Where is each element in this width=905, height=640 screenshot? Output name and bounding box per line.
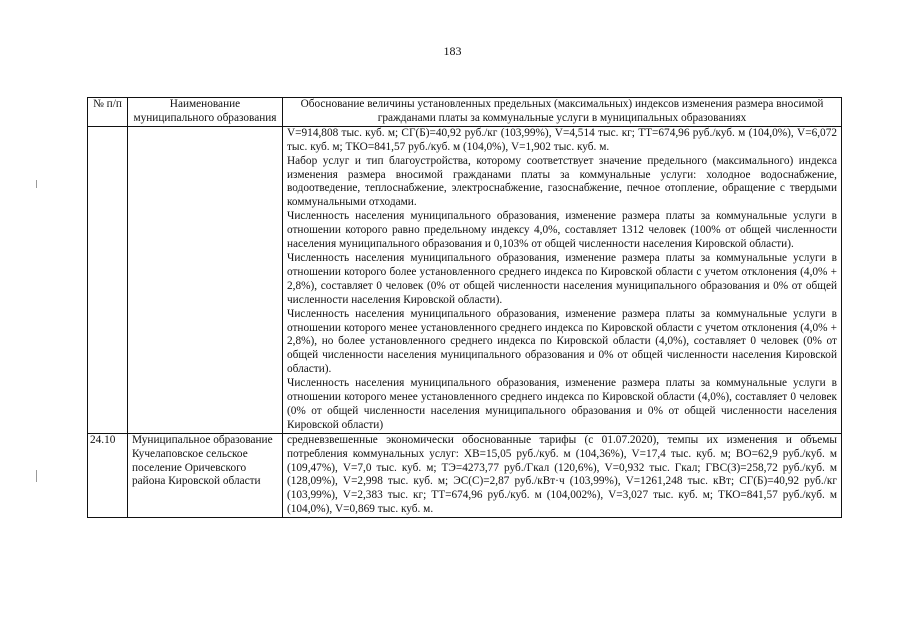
header-number: № п/п bbox=[88, 98, 128, 127]
tariff-paragraph: V=914,808 тыс. куб. м; СГ(Б)=40,92 руб./кг (103,99%), V=4,514 тыс. кг; ТТ=674,96 руб./куб. м (104,0%), V=6,072 тыс. куб. м; ТКО=841,57 руб./куб. м (104,0%), V=1,902 тыс. куб. м. bbox=[287, 126, 837, 153]
row-municipality-empty bbox=[128, 126, 283, 433]
page-number: 183 bbox=[443, 44, 462, 58]
services-paragraph: Набор услуг и тип благоустройства, которому соответствует значение предельного (максимального) индекса изменения размера вносимой гражданами платы за коммунальные услуги: холодное водоснабжение, водоотведение, теплоснабжение, электроснабжение, газоснабжение, печное отопление, обращение с твердыми коммунальными отходами. bbox=[287, 154, 837, 209]
row-number: 24.10 bbox=[88, 433, 128, 517]
row-number-empty bbox=[88, 126, 128, 433]
header-row bbox=[88, 98, 842, 127]
population-equal-paragraph: Численность населения муниципального образования, изменение размера платы за коммунальные услуги в отношении которого равно предельному индексу 4,0%, составляет 1312 человек (100% от общей численности населения муниципального образования и 0,103% от общей численности населения Кировской области). bbox=[287, 210, 837, 251]
header-justification: Обоснование величины установленных предельных (максимальных) индексов изменения размера вносимой гражданами платы за коммунальные услуги в муниципальных образованиях bbox=[283, 98, 842, 127]
municipality-name: Муниципальное образование Кучелаповское сельское поселение Оричевского района Кировской области bbox=[128, 433, 283, 517]
header-municipality: Наименование муниципального образования bbox=[128, 98, 283, 127]
population-above-paragraph: Численность населения муниципального образования, изменение размера платы за коммунальные услуги в отношении которого более установленного среднего индекса по Кировской области с учетом отклонения (4,0% + 2,8%), составляет 0 человек (0% от общей численности населения муниципального образования и 0% от общей численности населения Кировской области). bbox=[287, 251, 837, 306]
population-between-paragraph: Численность населения муниципального образования, изменение размера платы за коммунальные услуги в отношении которого менее установленного среднего индекса по Кировской области с учетом отклонения (4,0% + 2,8%), но более установленного среднего индекса по Кировской области (4,0%), составляет 0 человек (0% от общей численности населения муниципального образования и 0% от общей численности населения Кировской области). bbox=[287, 307, 837, 376]
table-row bbox=[88, 126, 842, 433]
justification-cell bbox=[283, 433, 842, 517]
justification-cell bbox=[283, 126, 842, 433]
population-below-paragraph: Численность населения муниципального образования, изменение размера платы за коммунальные услуги в отношении которого менее установленного среднего индекса по Кировской области (4,0%), составляет 0 человек (0% от общей численности населения муниципального образования и 0% от общей численности населения Кировской области) bbox=[287, 377, 837, 431]
margin-mark-bottom bbox=[36, 470, 37, 482]
justification-table bbox=[87, 97, 842, 518]
margin-mark-top bbox=[36, 180, 37, 188]
tariff-paragraph: средневзвешенные экономически обоснованные тарифы (с 01.07.2020), темпы их изменения и объемы потребления коммунальных услуг: ХВ=15,05 руб./куб. м (104,36%), V=17,4 тыс. куб. м; ВО=62,9 руб./куб. м (109,47%), V=7,0 тыс. куб. м; ТЭ=4273,77 руб./Гкал (120,6%), V=0,932 тыс. Гкал; ГВС(З)=258,72 руб./куб. м (128,09%), V=2,998 тыс. куб. м; ЭС(С)=2,87 руб./кВт·ч (103,99%), V=1261,248 тыс. кВт; СГ(Б)=40,92 руб./кг (103,99%), V=2,383 тыс. кг; ТТ=674,96 руб./куб. м (104,002%), V=3,027 тыс. куб. м; ТКО=841,57 руб./куб. м (104,0%), V=0,869 тыс. куб. м. bbox=[287, 433, 837, 516]
table-row bbox=[88, 433, 842, 517]
